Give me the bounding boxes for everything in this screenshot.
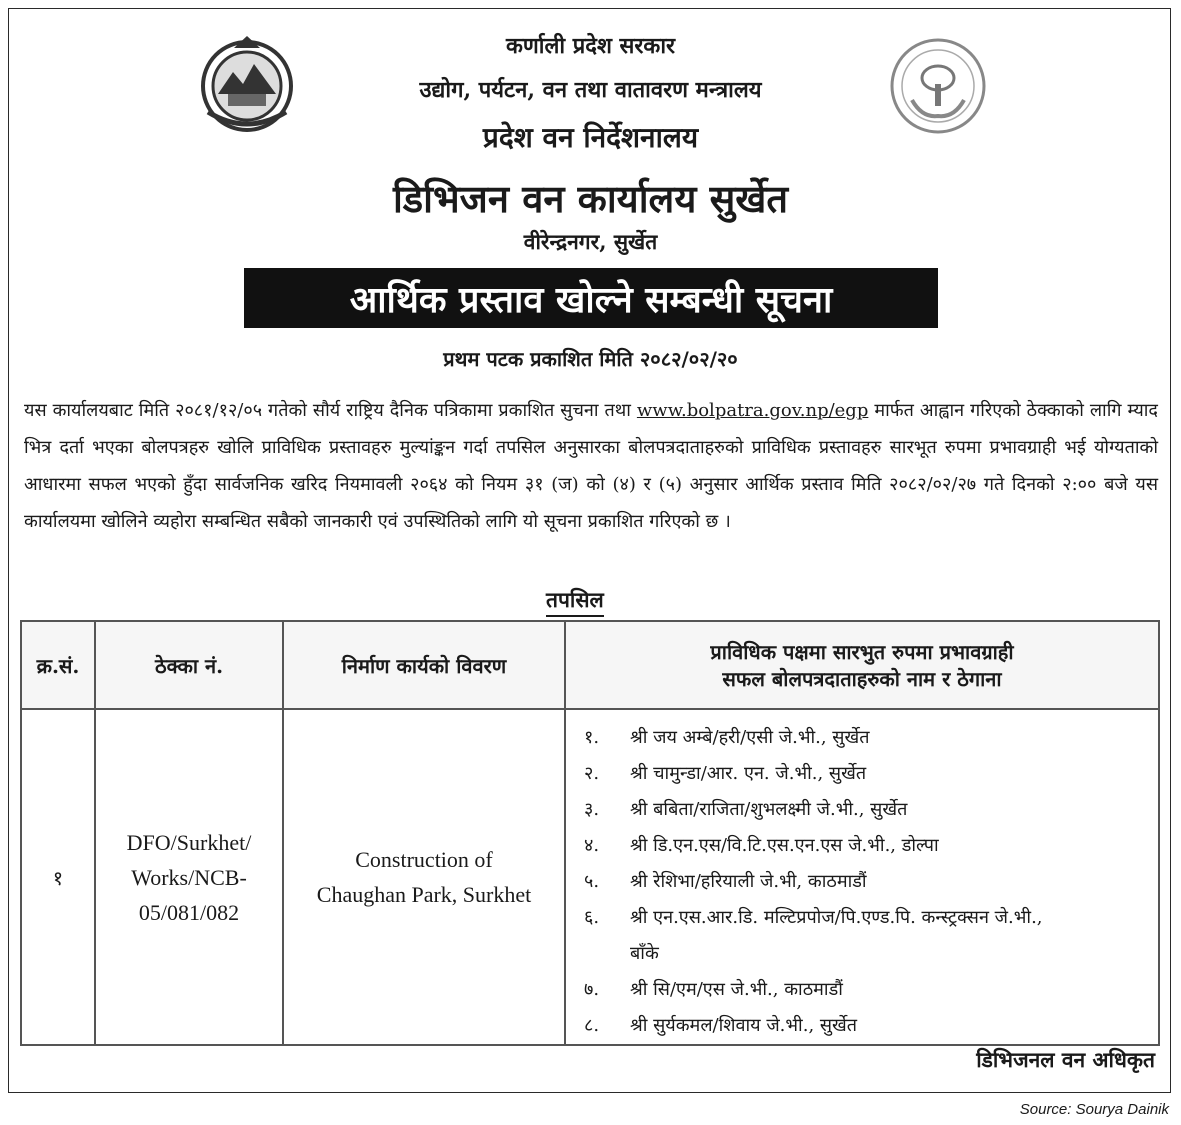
description-line: Construction of <box>355 847 493 872</box>
schedule-caption: तपसिल <box>546 586 604 617</box>
header-bidders <box>565 621 1159 709</box>
header-contract-no: ठेक्का नं. <box>95 621 283 709</box>
office-name: डिभिजन वन कार्यालय सुर्खेत <box>392 176 789 221</box>
list-item: ८. श्री सुर्यकमल/शिवाय जे.भी., सुर्खेत <box>584 1015 858 1036</box>
bidder-list <box>584 720 1158 1044</box>
signature: डिभिजनल वन अधिकृत <box>976 1047 1155 1072</box>
list-item: १. श्री जय अम्बे/हरी/एसी जे.भी., सुर्खेत <box>584 727 870 748</box>
government-name: कर्णाली प्रदेश सरकार <box>505 33 676 59</box>
row-sn: १ <box>21 709 95 1045</box>
list-item: ५. श्री रेशिभा/हरियाली जे.भी, काठमाडौं <box>584 871 867 892</box>
table-row <box>21 709 1159 1045</box>
ministry-name: उद्योग, पर्यटन, वन तथा वातावरण मन्त्रालय <box>419 77 762 103</box>
header-sn: क्र.सं. <box>21 621 95 709</box>
header-description: निर्माण कार्यको विवरण <box>283 621 565 709</box>
contract-line: 05/081/082 <box>138 899 240 925</box>
office-address: वीरेन्द्रनगर, सुर्खेत <box>523 229 658 254</box>
header-bidders-line2: सफल बोलपत्रदाताहरुको नाम र ठेगाना <box>722 667 1002 691</box>
table-header-row <box>21 621 1159 709</box>
list-item: ६. श्री एन.एस.आर.डि. मल्टिप्रपोज/पि.एण्ड.पि. कन्स्ट्रक्सन जे.भी., <box>584 907 1043 928</box>
contract-line: Works/NCB- <box>131 864 247 890</box>
egp-link[interactable]: www.bolpatra.gov.np/egp <box>636 400 869 421</box>
notice-body-part1: यस कार्यालयबाट मिति २०८१/१२/०५ गतेको सौर्य राष्ट्रिय दैनिक पत्रिकामा प्रकाशित सुचना तथा <box>24 400 631 421</box>
row-description <box>283 709 565 1045</box>
list-item: २. श्री चामुन्डा/आर. एन. जे.भी., सुर्खेत <box>584 763 867 784</box>
publish-date: प्रथम पटक प्रकाशित मिति २०८२/०२/२० <box>443 347 738 371</box>
contract-line: DFO/Surkhet/ <box>126 829 252 855</box>
list-item: ४. श्री डि.एन.एस/वि.टि.एस.एन.एस जे.भी., डोल्पा <box>584 835 939 856</box>
notice-body-part2: मार्फत आह्वान गरिएको ठेक्काको लागि म्याद भित्र दर्ता भएका बोलपत्रहरु खोलि प्राविधिक प्रस्तावहरु मुल्यांङ्कन गर्दा तपसिल अनुसारका बोलपत्रदाताहरुको प्राविधिक प्रस्तावहरु सारभूत रुपमा प्रभावग्राही भई योग्यताको आधारमा सफल भएको हुँदा सार्वजनिक खरिद नियमावली २०६४ को नियम ३१ (ज) को (४) र (५) अनुसार आर्थिक प्रस्ताव मिति २०८२/०२/२७ गते दिनको २:०० बजे यस कार्यालयमा खोलिने व्यहोरा सम्बन्धित सबैको जानकारी एवं उपस्थितिको लागि यो सूचना प्रकाशित गरिएको छ । <box>24 400 1158 532</box>
list-item: ७. श्री सि/एम/एस जे.भी., काठमाडौं <box>584 979 843 1000</box>
header-bidders-line1: प्राविधिक पक्षमा सारभुत रुपमा प्रभावग्राही <box>710 640 1014 664</box>
bidders-table <box>20 620 1160 1046</box>
notice-title: आर्थिक प्रस्ताव खोल्ने सम्बन्धी सूचना <box>244 268 938 328</box>
row-contract-no <box>95 709 283 1045</box>
description-line: Chaughan Park, Surkhet <box>316 882 532 907</box>
row-bidders <box>565 709 1159 1045</box>
source-credit: Source: Sourya Dainik <box>1019 1101 1169 1118</box>
directorate-name: प्रदेश वन निर्देशनालय <box>482 121 699 154</box>
list-item: ३. श्री बबिता/राजिता/शुभलक्ष्मी जे.भी., सुर्खेत <box>584 799 908 820</box>
list-item: बाँके <box>630 943 659 964</box>
notice-body <box>24 392 1158 540</box>
